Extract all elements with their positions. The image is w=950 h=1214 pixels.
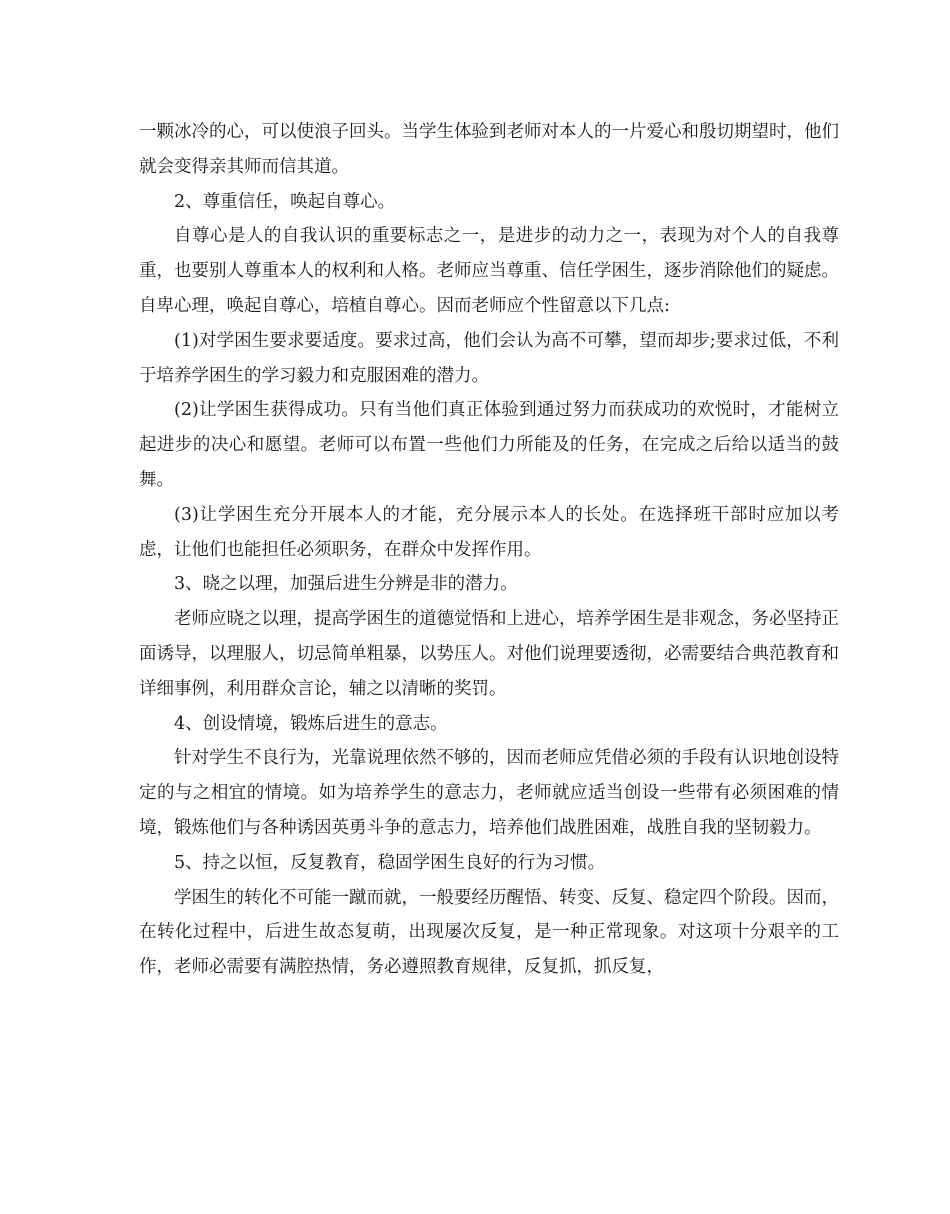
section-heading-4: 4、创设情境，锻炼后进生的意志。 <box>174 713 448 734</box>
paragraph-point-3: (3)让学困生充分开展本人的才能，充分展示本人的长处。在选择班干部时应加以考虑，让他们也能担任必须职务，在群众中发挥作用。 <box>139 504 839 560</box>
paragraph: 学困生的转化不可能一蹴而就，一般要经历醒悟、转变、反复、稳定四个阶段。因而，在转化过程中，后进生故态复萌，出现屡次反复，是一种正常现象。对这项十分艰辛的工作，老师必需要有满腔热情，务必遵照教育规律，反复抓，抓反复， <box>139 887 839 978</box>
document-body <box>139 115 839 985</box>
section-heading-3: 3、晓之以理，加强后进生分辨是非的潜力。 <box>174 574 518 595</box>
paragraph-continuation: 一颗冰冷的心，可以使浪子回头。当学生体验到老师对本人的一片爱心和殷切期望时，他们就会变得亲其师而信其道。 <box>139 122 839 177</box>
paragraph: 老师应晓之以理，提高学困生的道德觉悟和上进心，培养学困生是非观念，务必坚持正面诱导，以理服人，切忌简单粗暴，以势压人。对他们说理要透彻，必需要结合典范教育和详细事例，利用群众言论，辅之以清晰的奖罚。 <box>139 609 839 699</box>
section-heading-2: 2、尊重信任，唤起自尊心。 <box>174 191 396 212</box>
paragraph-point-1: (1)对学困生要求要适度。要求过高，他们会认为高不可攀，望而却步;要求过低，不利于培养学困生的学习毅力和克服困难的潜力。 <box>139 330 839 386</box>
paragraph: 自尊心是人的自我认识的重要标志之一，是进步的动力之一，表现为对个人的自我尊重，也要别人尊重本人的权利和人格。老师应当尊重、信任学困生，逐步消除他们的疑虑。自卑心理，唤起自尊心，培植自尊心。因而老师应个性留意以下几点: <box>139 226 839 316</box>
paragraph-point-2: (2)让学困生获得成功。只有当他们真正体验到通过努力而获成功的欢悦时，才能树立起进步的决心和愿望。老师可以布置一些他们力所能及的任务，在完成之后给以适当的鼓舞。 <box>139 400 839 490</box>
paragraph: 针对学生不良行为，光靠说理依然不够的，因而老师应凭借必须的手段有认识地创设特定的与之相宜的情境。如为培养学生的意志力，老师就应适当创设一些带有必须困难的情境，锻炼他们与各种诱因英勇斗争的意志力，培养他们战胜困难，战胜自我的坚韧毅力。 <box>139 748 839 838</box>
section-heading-5: 5、持之以恒，反复教育，稳固学困生良好的行为习惯。 <box>174 852 606 873</box>
